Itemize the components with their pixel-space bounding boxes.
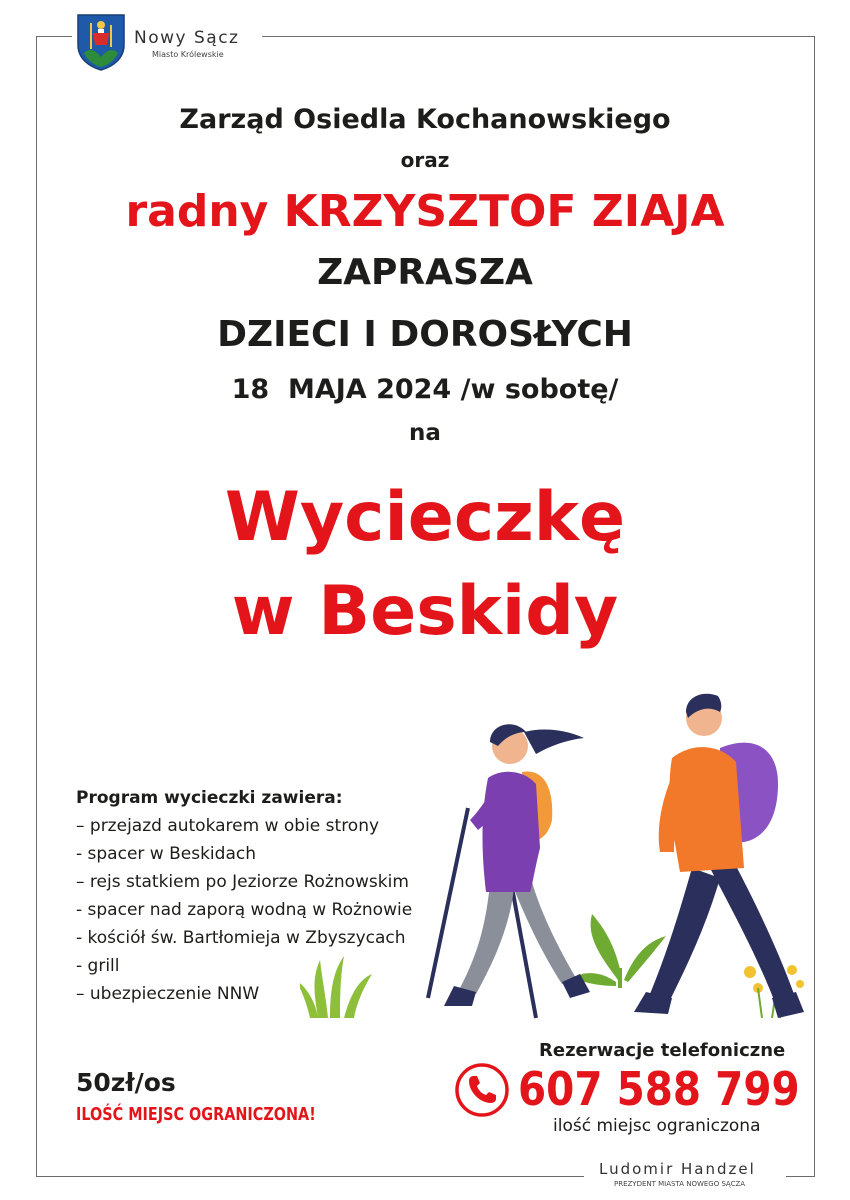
invites-line: ZAPRASZA	[317, 252, 533, 293]
event-title-line1: Wycieczkę	[224, 478, 626, 557]
limited-seats-note: ILOŚĆ MIEJSC OGRANICZONA!	[76, 1104, 316, 1125]
program-list	[76, 812, 412, 1008]
date-line: 18 MAJA 2024 /w sobotę/	[231, 374, 619, 405]
signature-title: PREZYDENT MIASTA NOWEGO SĄCZA	[614, 1180, 746, 1188]
price-amount: 50zł/os	[76, 1068, 176, 1097]
program-item: - kościół św. Bartłomieja w Zbyszycach	[76, 928, 406, 948]
councillor-line: radny KRZYSZTOF ZIAJA	[125, 186, 725, 237]
conjunction-line: oraz	[400, 148, 450, 172]
signature-name: Ludomir Handzel	[599, 1160, 756, 1178]
reservation-note: ilość miejsc ograniczona	[553, 1116, 761, 1136]
phone-number[interactable]: 607 588 799	[518, 1062, 800, 1116]
program-item: - grill	[76, 956, 120, 976]
program-item: – rejs statkiem po Jeziorze Rożnowskim	[76, 872, 409, 892]
phone-icon	[454, 1062, 510, 1118]
program-item: - spacer w Beskidach	[76, 844, 256, 864]
reservation-label: Rezerwacje telefoniczne	[539, 1040, 786, 1061]
coat-of-arms-icon	[76, 13, 126, 71]
program-item: – przejazd autokarem w obie strony	[76, 816, 380, 836]
na-line: na	[409, 420, 441, 446]
organizer-line: Zarząd Osiedla Kochanowskiego	[179, 104, 671, 135]
audience-line: DZIECI I DOROSŁYCH	[217, 314, 633, 355]
frame-bottom-left	[36, 1176, 584, 1177]
city-subtitle: Miasto Królewskie	[152, 50, 224, 59]
event-title-line2: w Beskidy	[231, 572, 619, 651]
frame-bottom-right	[786, 1176, 815, 1177]
program-item: - spacer nad zaporą wodną w Rożnowie	[76, 900, 413, 920]
frame-top-left	[36, 36, 72, 37]
program-heading: Program wycieczki zawiera:	[76, 788, 343, 808]
program-item: – ubezpieczenie NNW	[76, 984, 260, 1004]
city-name: Nowy Sącz	[134, 28, 240, 48]
frame-top-right	[262, 36, 815, 37]
